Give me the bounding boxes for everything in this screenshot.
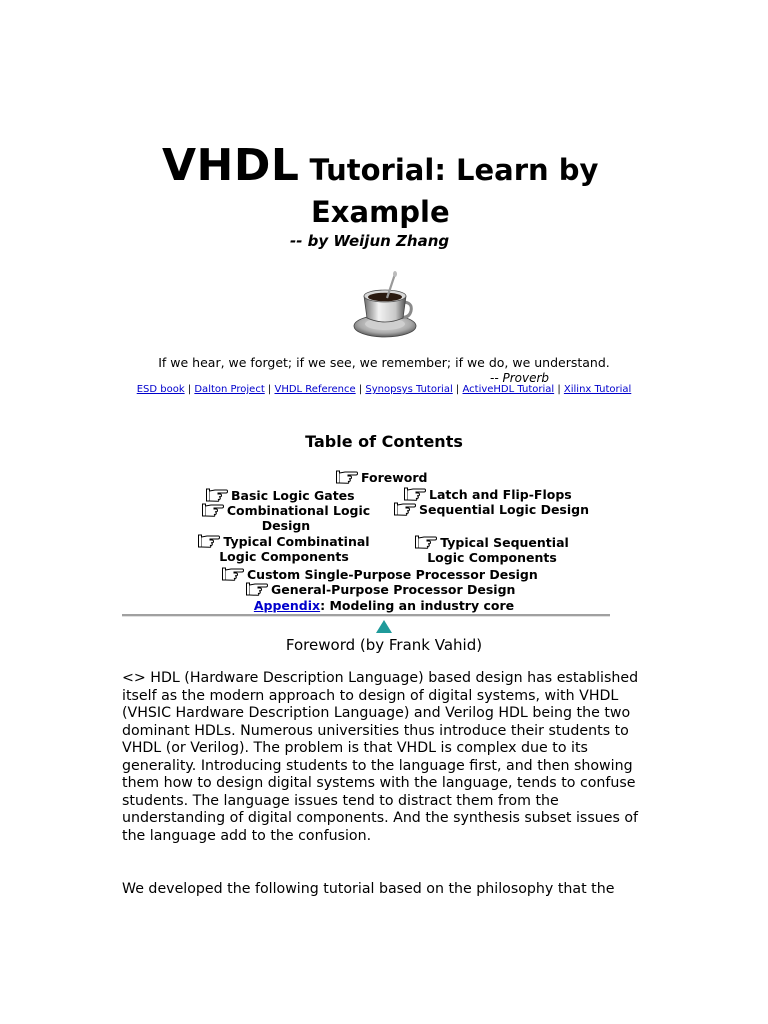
pointing-hand-icon	[394, 502, 416, 516]
toc-item-typical-combinational[interactable]: Typical Combinatinal Logic Components	[194, 534, 374, 564]
toc-item-basic-logic-gates[interactable]: Basic Logic Gates	[206, 488, 355, 503]
quote-attribution: -- Proverb	[490, 371, 550, 385]
link-activehdl-tutorial[interactable]: ActiveHDL Tutorial	[462, 384, 555, 395]
pointing-hand-icon	[198, 534, 220, 548]
toc-item-foreword[interactable]: Foreword	[336, 470, 428, 485]
pointing-hand-icon	[404, 487, 426, 501]
link-xilinx-tutorial[interactable]: Xilinx Tutorial	[563, 384, 632, 395]
pointing-hand-icon	[206, 488, 228, 502]
author-byline: -- by Weijun Zhang	[290, 232, 450, 250]
quote-text: If we hear, we forget; if we see, we remember; if we do, we understand.	[158, 355, 610, 370]
link-esd-book[interactable]: ESD book	[136, 384, 185, 395]
pointing-hand-icon	[202, 503, 224, 517]
title-vhdl: VHDL	[162, 140, 300, 191]
horizontal-divider	[122, 614, 610, 617]
toc-item-sequential-logic[interactable]: Sequential Logic Design	[394, 502, 589, 517]
pointing-hand-icon	[415, 535, 437, 549]
link-synopsys-tutorial[interactable]: Synopsys Tutorial	[365, 384, 453, 395]
nav-links: ESD book | Dalton Project | VHDL Reference | Synopsys Tutorial | ActiveHDL Tutorial | Xilinx Tutorial	[136, 384, 632, 395]
toc-item-typical-sequential[interactable]: Typical Sequential Logic Components	[408, 535, 576, 565]
up-arrow-icon[interactable]	[376, 620, 392, 633]
foreword-paragraph-2: We developed the following tutorial based on the philosophy that the	[122, 881, 615, 897]
toc-item-appendix: Appendix: Modeling an industry core	[253, 598, 515, 613]
pointing-hand-icon	[336, 470, 358, 484]
toc-item-custom-processor[interactable]: Custom Single-Purpose Processor Design	[222, 567, 538, 582]
toc-item-general-processor[interactable]: General-Purpose Processor Design	[246, 582, 515, 597]
toc-item-latch-flip-flops[interactable]: Latch and Flip-Flops	[404, 487, 572, 502]
coffee-cup-icon	[350, 270, 420, 342]
link-vhdl-reference[interactable]: VHDL Reference	[274, 384, 356, 395]
toc-heading: Table of Contents	[305, 432, 463, 451]
title-rest-line2: Example	[311, 195, 450, 229]
appendix-link[interactable]: Appendix	[253, 598, 321, 613]
foreword-paragraph-1: <> HDL (Hardware Description Language) based design has established itself as the modern approach to design of digital systems, with VHDL (VHSIC Hardware Description Language) and Verilog HDL being the two dominant HDLs. Numerous universities thus introduce their students to VHDL (or Verilog). The problem is that VHDL is complex due to its generality. Introducing students to the language first, and then showing them how to design digital systems with the language, tends to confuse students. The language issues tend to distract them from the understanding of digital components. And the synthesis subset issues of the language add to the confusion.	[122, 670, 639, 844]
toc-item-combinational-logic[interactable]: Combinational Logic Design	[196, 503, 376, 533]
foreword-heading: Foreword (by Frank Vahid)	[285, 636, 483, 654]
link-dalton-project[interactable]: Dalton Project	[194, 384, 265, 395]
pointing-hand-icon	[222, 567, 244, 581]
title-rest-line1: Tutorial: Learn by	[299, 153, 599, 187]
pointing-hand-icon	[246, 582, 268, 596]
